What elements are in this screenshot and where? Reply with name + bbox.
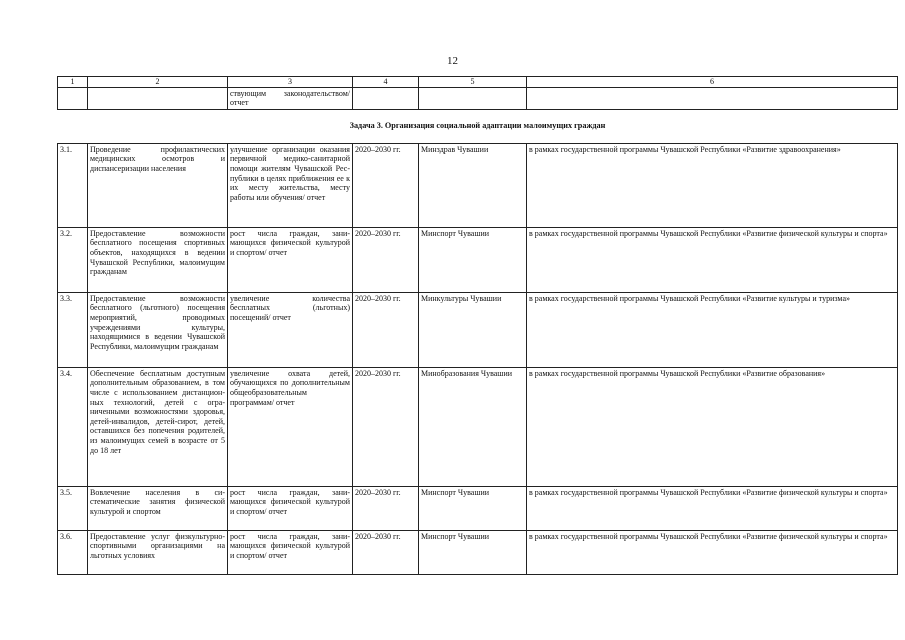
result-cell: рост числа граждан, занимающихся физической культурой и спортом/ отчет bbox=[228, 530, 353, 574]
measure-cell: Предоставление услуг физкультурно-спортивными организациями на льготных условиях bbox=[88, 530, 228, 574]
executor-cell: Минздрав Чувашии bbox=[419, 143, 527, 227]
period-cell: 2020–2030 гг. bbox=[353, 367, 419, 486]
row-number: 3.2. bbox=[58, 227, 88, 292]
section-heading-row bbox=[58, 109, 898, 143]
period-cell: 2020–2030 гг. bbox=[353, 143, 419, 227]
column-number: 1 bbox=[58, 77, 88, 88]
row-number: 3.4. bbox=[58, 367, 88, 486]
executor-cell: Минспорт Чувашии bbox=[419, 227, 527, 292]
column-number: 6 bbox=[527, 77, 898, 88]
page-number: 12 bbox=[447, 55, 458, 67]
source-cell: в рамках государственной программы Чувашской Республики «Развитие физической культуры и спорта» bbox=[527, 486, 898, 530]
source-cell: в рамках государственной программы Чувашской Республики «Развитие образования» bbox=[527, 367, 898, 486]
table-row bbox=[58, 227, 898, 292]
table-row bbox=[58, 486, 898, 530]
measure-cell: Предоставление возможности бесплатного посещения спортивных объектов, находящихся в ведении Чувашской Республики, малоимущим гражданам bbox=[88, 227, 228, 292]
row-number: 3.3. bbox=[58, 292, 88, 367]
row-number: 3.1. bbox=[58, 143, 88, 227]
table-row bbox=[58, 143, 898, 227]
source-cell: в рамках государственной программы Чувашской Республики «Развитие здравоохранения» bbox=[527, 143, 898, 227]
column-number: 3 bbox=[228, 77, 353, 88]
column-number: 2 bbox=[88, 77, 228, 88]
executor-cell: Минспорт Чувашии bbox=[419, 486, 527, 530]
executor-cell: Минспорт Чувашии bbox=[419, 530, 527, 574]
measure-cell: Обеспечение бесплатным доступным дополнительным образованием, в том числе с использованием дистанционных технологий, детей с ограниченными возможностями здоровья, детей-инвалидов, детей-сирот, детей, оставшихся без попечения родителей, из малоимущих семей в возрасте от 5 до 18 лет bbox=[88, 367, 228, 486]
row-number: 3.5. bbox=[58, 486, 88, 530]
measure-cell: Предоставление возможности бесплатного (льготного) посещения мероприятий, проводимых учреждениями культуры, находящимися в ведении Чувашской Республики, малоимущим гражданам bbox=[88, 292, 228, 367]
result-cell: рост числа граждан, занимающихся физической культурой и спортом/ отчет bbox=[228, 227, 353, 292]
result-cell: ствующим законодательством/ отчет bbox=[228, 87, 353, 109]
period-cell: 2020–2030 гг. bbox=[353, 486, 419, 530]
period-cell: 2020–2030 гг. bbox=[353, 292, 419, 367]
table-row bbox=[58, 367, 898, 486]
continuation-row bbox=[58, 87, 898, 109]
executor-cell: Минобразования Чувашии bbox=[419, 367, 527, 486]
measures-table bbox=[57, 76, 898, 575]
result-cell: улучшение организации оказания первичной медико-санитарной помощи жителям Чувашской Республики в целях приближения ее к их месту жительства, месту работы или обучения/ отчет bbox=[228, 143, 353, 227]
table-row bbox=[58, 292, 898, 367]
column-number: 5 bbox=[419, 77, 527, 88]
result-cell: увеличение количества бесплатных (льготных) посещений/ отчет bbox=[228, 292, 353, 367]
measure-cell: Проведение профилактических медицинских осмотров и диспансеризации населения bbox=[88, 143, 228, 227]
source-cell: в рамках государственной программы Чувашской Республики «Развитие физической культуры и спорта» bbox=[527, 227, 898, 292]
result-cell: увеличение охвата детей, обучающихся по дополнительным общеобразовательным программам/ отчет bbox=[228, 367, 353, 486]
source-cell: в рамках государственной программы Чувашской Республики «Развитие культуры и туризма» bbox=[527, 292, 898, 367]
period-cell: 2020–2030 гг. bbox=[353, 530, 419, 574]
table-row bbox=[58, 530, 898, 574]
period-cell: 2020–2030 гг. bbox=[353, 227, 419, 292]
source-cell: в рамках государственной программы Чувашской Республики «Развитие физической культуры и спорта» bbox=[527, 530, 898, 574]
column-number: 4 bbox=[353, 77, 419, 88]
row-number: 3.6. bbox=[58, 530, 88, 574]
section-title: Задача 3. Организация социальной адаптации малоимущих граждан bbox=[58, 109, 898, 143]
result-cell: рост числа граждан, занимающихся физической культурой и спортом/ отчет bbox=[228, 486, 353, 530]
executor-cell: Минкультуры Чувашии bbox=[419, 292, 527, 367]
measure-cell: Вовлечение населения в систематические занятия физической культурой и спортом bbox=[88, 486, 228, 530]
column-number-row bbox=[58, 77, 898, 88]
